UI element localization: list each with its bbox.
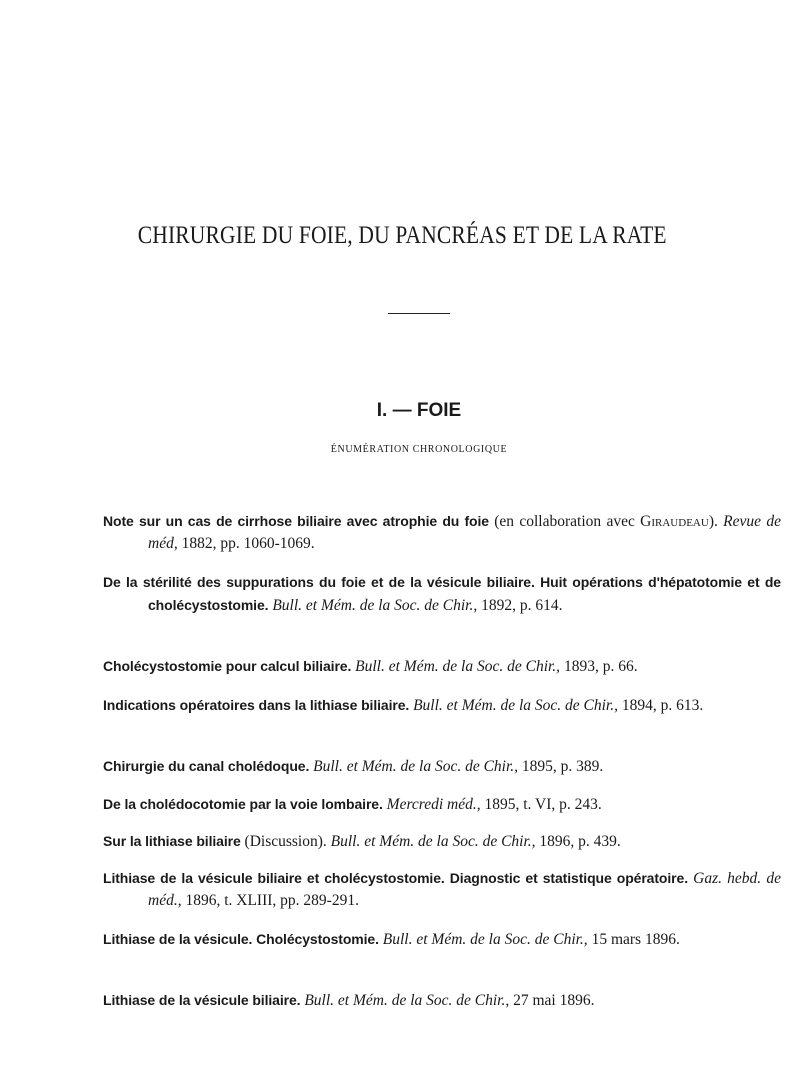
bibliography-entry bbox=[103, 793, 781, 816]
bibliography-entry bbox=[103, 867, 781, 912]
entry-source: Bull. et Mém. de la Soc. de Chir., bbox=[268, 597, 478, 614]
entry-source: Bull. et Mém. de la Soc. de Chir., bbox=[326, 833, 536, 850]
entry-source: Bull. et Mém. de la Soc. de Chir., bbox=[351, 658, 561, 675]
bibliography-entry bbox=[103, 571, 781, 617]
entry-details: 1896, p. 439. bbox=[535, 833, 621, 850]
entry-author: Giraudeau bbox=[640, 513, 709, 530]
entry-source: Bull. et Mém. de la Soc. de Chir., bbox=[378, 931, 588, 948]
bibliography-entry bbox=[103, 928, 781, 951]
page-title: CHIRURGIE DU FOIE, DU PANCRÉAS ET DE LA RATE bbox=[137, 222, 667, 249]
entry-source: Mercredi méd., bbox=[382, 796, 481, 813]
entry-details: 1896, t. XLIII, pp. 289-291. bbox=[181, 892, 359, 909]
entry-source: Bull. et Mém. de la Soc. de Chir., bbox=[409, 697, 618, 714]
bibliography-entry bbox=[103, 510, 781, 555]
bibliography-entry bbox=[103, 989, 781, 1012]
entry-details: 1895, p. 389. bbox=[518, 758, 604, 775]
entry-details: 1894, p. 613. bbox=[618, 697, 704, 714]
entry-close: ). bbox=[708, 513, 724, 530]
entry-title: Lithiase de la vésicule biliaire et cholécystostomie. Diagnostic et statistique opératoire. bbox=[103, 870, 688, 886]
bibliography-entry bbox=[103, 830, 781, 853]
bibliography-entry bbox=[103, 755, 781, 778]
entry-title: Lithiase de la vésicule biliaire. bbox=[103, 992, 301, 1008]
title-divider bbox=[388, 313, 450, 314]
entry-source: Revue de méd, bbox=[148, 513, 781, 552]
entry-details: 15 mars 1896. bbox=[587, 931, 680, 948]
entry-note: (en collaboration avec bbox=[488, 513, 641, 530]
entry-title: Chirurgie du canal cholédoque. bbox=[103, 758, 310, 774]
entry-title: Indications opératoires dans la lithiase biliaire. bbox=[103, 697, 410, 713]
entry-details: 1893, p. 66. bbox=[560, 658, 638, 675]
entry-title: Cholécystostomie pour calcul biliaire. bbox=[103, 658, 352, 674]
entry-details: 1892, p. 614. bbox=[477, 597, 563, 614]
entry-details: 1882, pp. 1060-1069. bbox=[177, 535, 315, 552]
entry-note: (Discussion). bbox=[240, 833, 327, 850]
entry-source: Bull. et Mém. de la Soc. de Chir., bbox=[309, 758, 519, 775]
entry-details: 27 mai 1896. bbox=[509, 992, 595, 1009]
bibliography-entry bbox=[103, 655, 781, 678]
section-subheading: ÉNUMÉRATION CHRONOLOGIQUE bbox=[330, 444, 508, 455]
entry-title: De la stérilité des suppurations du foie et de la vésicule biliaire. Huit opérations d'hépatotomie et de cholécystostomie. bbox=[103, 574, 781, 613]
section-heading: I. — FOIE bbox=[376, 400, 462, 421]
entry-title: De la cholédocotomie par la voie lombaire. bbox=[103, 796, 383, 812]
entry-source: Bull. et Mém. de la Soc. de Chir., bbox=[300, 992, 510, 1009]
entry-source: Gaz. hebd. de méd., bbox=[148, 870, 781, 909]
entry-title: Note sur un cas de cirrhose biliaire avec atrophie du foie bbox=[103, 513, 489, 529]
entry-title: Lithiase de la vésicule. Cholécystostomie. bbox=[103, 931, 379, 947]
entry-title: Sur la lithiase biliaire bbox=[103, 833, 241, 849]
entry-details: 1895, t. VI, p. 243. bbox=[480, 796, 602, 813]
bibliography-entry bbox=[103, 694, 781, 717]
